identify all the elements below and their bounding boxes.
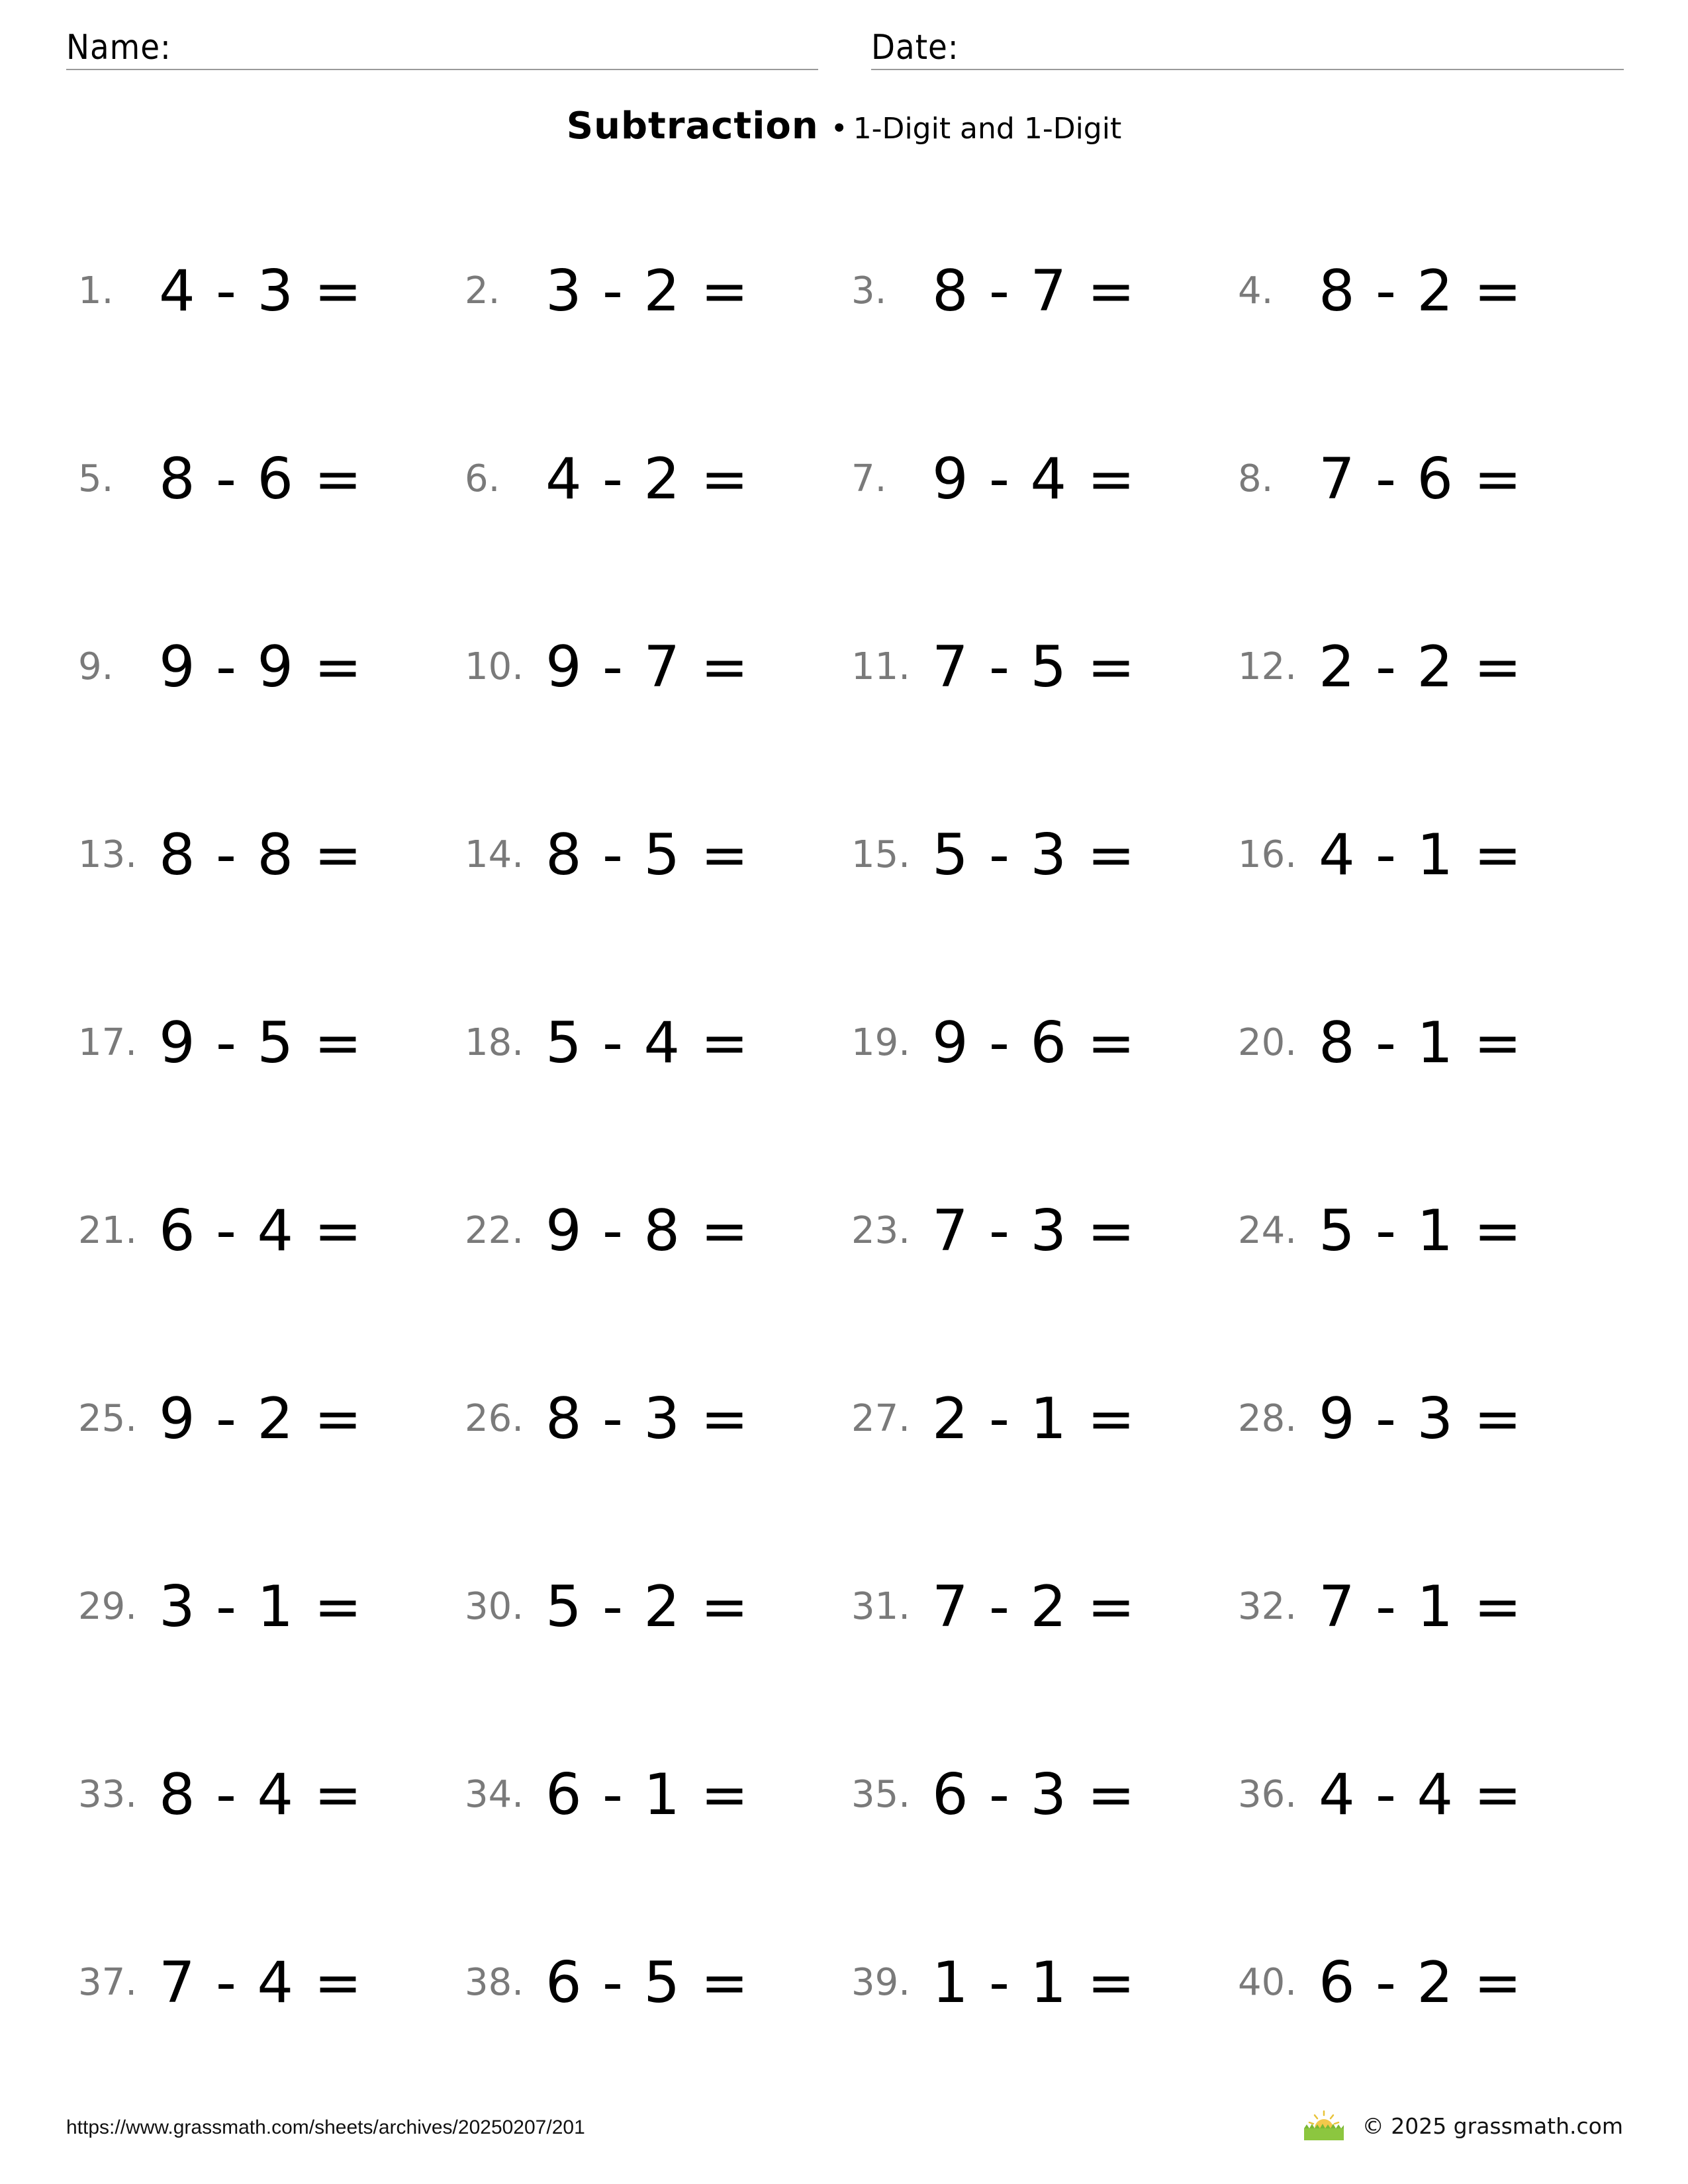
problem-expression: 9 - 2 = [159,1386,363,1452]
problem-expression: 4 - 4 = [1319,1762,1523,1828]
problem-number: 20. [1238,1021,1297,1064]
problem-item [1226,815,1597,895]
problem-expression: 5 - 3 = [932,822,1137,888]
problem-item [453,1379,823,1459]
problem-expression: 3 - 2 = [545,258,750,324]
problem-expression: 5 - 1 = [1319,1198,1523,1264]
problem-number: 15. [851,833,911,876]
problem-expression: 6 - 2 = [1319,1950,1523,2016]
footer-url: https://www.grassmath.com/sheets/archives/20250207/201 [66,2116,585,2138]
problem-item [66,815,437,895]
problem-number: 11. [851,645,911,688]
problem-number: 40. [1238,1961,1297,2004]
problem-expression: 7 - 5 = [932,634,1137,700]
problem-number: 19. [851,1021,911,1064]
problem-item [839,627,1210,707]
problem-expression: 8 - 1 = [1319,1010,1523,1076]
problem-number: 6. [465,457,500,500]
problem-number: 4. [1238,269,1274,312]
problem-number: 25. [78,1397,138,1440]
problem-item [1226,251,1597,331]
problem-item [453,1567,823,1647]
problem-item [1226,1379,1597,1459]
problem-expression: 3 - 1 = [159,1574,363,1640]
problem-expression: 5 - 2 = [545,1574,750,1640]
problem-expression: 9 - 8 = [545,1198,750,1264]
problem-number: 29. [78,1585,138,1628]
problem-expression: 2 - 1 = [932,1386,1137,1452]
problem-expression: 2 - 2 = [1319,634,1523,700]
date-label: Date: [871,28,959,68]
problem-item [453,251,823,331]
title-bullet: • [830,112,848,146]
problem-item [453,1003,823,1083]
problem-number: 5. [78,457,114,500]
problem-expression: 5 - 4 = [545,1010,750,1076]
problem-number: 39. [851,1961,911,2004]
title-main: Subtraction [566,105,819,148]
problem-item [453,439,823,519]
problem-number: 22. [465,1209,524,1252]
problem-item [66,251,437,331]
problem-expression: 9 - 4 = [932,446,1137,512]
problem-expression: 7 - 2 = [932,1574,1137,1640]
problem-expression: 7 - 3 = [932,1198,1137,1264]
problem-number: 28. [1238,1397,1297,1440]
problem-number: 12. [1238,645,1297,688]
footer-copyright: © 2025 grassmath.com [1362,2113,1623,2139]
problem-number: 16. [1238,833,1297,876]
problem-expression: 6 - 4 = [159,1198,363,1264]
problem-number: 8. [1238,457,1274,500]
problem-number: 36. [1238,1773,1297,1816]
problem-expression: 6 - 1 = [545,1762,750,1828]
problem-expression: 8 - 5 = [545,822,750,888]
problem-item [453,815,823,895]
problem-number: 18. [465,1021,524,1064]
grass-sun-logo-icon [1301,2110,1346,2142]
problem-expression: 8 - 6 = [159,446,363,512]
problem-number: 27. [851,1397,911,1440]
problem-expression: 1 - 1 = [932,1950,1137,2016]
problem-number: 17. [78,1021,138,1064]
problem-number: 2. [465,269,500,312]
problem-item [1226,1943,1597,2023]
problem-expression: 4 - 3 = [159,258,363,324]
problem-expression: 8 - 4 = [159,1762,363,1828]
problem-expression: 9 - 9 = [159,634,363,700]
problem-expression: 4 - 2 = [545,446,750,512]
footer-brand [1301,2110,1623,2142]
problem-item [453,1755,823,1835]
problem-number: 38. [465,1961,524,2004]
problem-item [839,1379,1210,1459]
problem-expression: 8 - 8 = [159,822,363,888]
problem-number: 1. [78,269,114,312]
problem-expression: 7 - 1 = [1319,1574,1523,1640]
problem-number: 21. [78,1209,138,1252]
problem-number: 10. [465,645,524,688]
problem-number: 3. [851,269,887,312]
problem-item [839,1191,1210,1271]
problem-expression: 6 - 3 = [932,1762,1137,1828]
problem-item [66,1943,437,2023]
problem-item [839,815,1210,895]
name-label: Name: [66,28,171,68]
problem-item [1226,439,1597,519]
problem-number: 31. [851,1585,911,1628]
problem-item [839,1943,1210,2023]
problem-item [66,627,437,707]
problem-item [453,1191,823,1271]
problem-item [1226,1567,1597,1647]
problem-expression: 9 - 3 = [1319,1386,1523,1452]
problem-expression: 8 - 7 = [932,258,1137,324]
problem-expression: 9 - 6 = [932,1010,1137,1076]
problem-item [66,1003,437,1083]
problem-number: 33. [78,1773,138,1816]
problem-expression: 6 - 5 = [545,1950,750,2016]
problem-item [839,1755,1210,1835]
problem-number: 7. [851,457,887,500]
problem-number: 26. [465,1397,524,1440]
problem-expression: 4 - 1 = [1319,822,1523,888]
problem-item [839,1003,1210,1083]
problem-item [66,1191,437,1271]
problem-item [1226,1755,1597,1835]
problem-number: 35. [851,1773,911,1816]
problem-item [1226,1003,1597,1083]
problem-item [839,251,1210,331]
problem-number: 37. [78,1961,138,2004]
problem-number: 30. [465,1585,524,1628]
problem-number: 13. [78,833,138,876]
problem-item [453,1943,823,2023]
problem-number: 24. [1238,1209,1297,1252]
problem-item [1226,627,1597,707]
problem-number: 32. [1238,1585,1297,1628]
problem-item [66,439,437,519]
problem-number: 9. [78,645,114,688]
problem-number: 34. [465,1773,524,1816]
problem-item [66,1755,437,1835]
problem-expression: 7 - 6 = [1319,446,1523,512]
problem-number: 23. [851,1209,911,1252]
problem-number: 14. [465,833,524,876]
problem-item [1226,1191,1597,1271]
problem-expression: 9 - 7 = [545,634,750,700]
problem-item [839,439,1210,519]
problem-item [453,627,823,707]
problem-item [839,1567,1210,1647]
problem-expression: 7 - 4 = [159,1950,363,2016]
title-subtitle: 1-Digit and 1-Digit [853,112,1122,146]
problem-expression: 8 - 2 = [1319,258,1523,324]
problem-expression: 9 - 5 = [159,1010,363,1076]
problem-expression: 8 - 3 = [545,1386,750,1452]
problem-item [66,1567,437,1647]
problem-item [66,1379,437,1459]
